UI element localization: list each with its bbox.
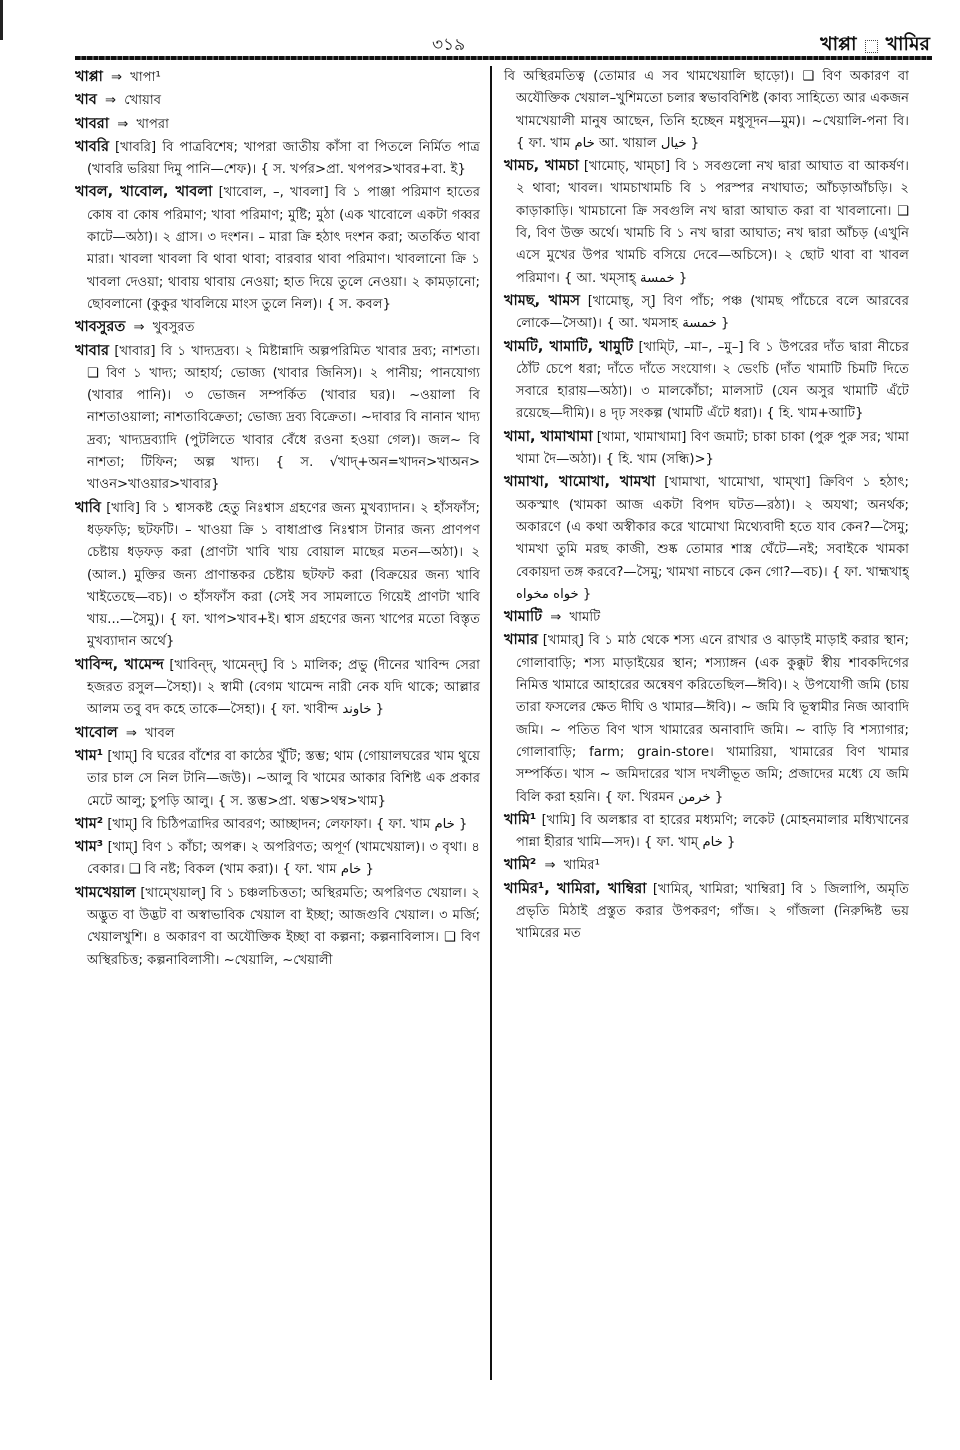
entry-definition: বি ১ সবগুলো নখ দ্বারা আঘাত বা আকর্ষণ। ২ থাবা; খাবল। খামচাখামচি বি ১ পরস্পর নখাঘাত; আঁচড়াআঁচড়ি। ২ কাড়াকাড়ি। খামচানো ক্রি সবগুলি নখ দ্বারা আঘাত করা বা খাবলানো। ❑ বি, বিণ উক্ত অর্থে। খামচি বি ১ নখ দ্বারা আঘাত; নখ দ্বারা আঁচড় (এখুনি এসে মুখের উপর খামচি বসিয়ে দেবে—অচিসে)। ২ ছোট থাবা বা খাবল পরিমাণ। { আ. খম্সাহ্ خمسة }: [516, 159, 909, 286]
dictionary-entry: [75, 722, 480, 745]
dictionary-entry: [504, 629, 909, 808]
entry-definition: বি পাত্রবিশেষ; খাপরা জাতীয় কাঁসা বা পিতলে নির্মিত পাত্র (খাবরি ভরিয়া দিমু পানি—শেফ)। { স. খর্পর>প্রা. খপপর>খাবর+বা. ই}: [87, 139, 480, 178]
left-column: [75, 66, 490, 1380]
entry-headword: খামাটি: [504, 609, 543, 626]
guide-word-last: খামির: [885, 33, 930, 55]
entry-cross-reference: খাপরা: [136, 116, 169, 132]
entry-pronunciation: [খামার্]: [542, 633, 584, 649]
dictionary-entry: [504, 336, 909, 426]
entry-definition: বি ১ খাদ্যদ্রব্য। ২ মিষ্টান্নাদি অল্পপরিমিত খাবার দ্রব্য; নাশতা। ❑ বিণ ১ খাদ্য; আহার্য; ভোজ্য (খাবার জিনিস)। ২ পানীয়; পানযোগ্য (খাবার পানি)। ৩ ভোজন সম্পর্কিত (খাবার ঘর)। ~ওয়ালা বি নাশতাওয়ালা; নাশতাবিক্রেতা; ভোজ্য দ্রব্য বিক্রেতা। ~দাবার বি নানান খাদ্য দ্রব্য; খাদ্যদ্রব্যাদি (পুটলিতে খাবার বেঁধে রওনা হওয়া গেল)। জল~ বি নাশতা; টিফিন; অল্প খাদ্য। { স. √খাদ্+অন=খাদন>খাঅন> খাওন>খাওয়ার>খাবার}: [87, 343, 480, 493]
entry-definition: ক্রিবিণ ১ হঠাৎ; অকস্মাৎ (খামকা আজ একটা বিপদ ঘটত—রঠা)। ২ অযথা; অনর্থক; অকারণে (এ কথা অস্বীকার করে খামোখা মিথ্যেবাদী হতে যাব কেন?—সৈমু; খামখা তুমি মরছ কাজী, শুষ্ক তোমার শাস্ত্র ঘেঁটে—নই; সবাইকে খামকা বেকায়দা তঙ্গ করবে?—সৈমু; খামখা নাচবে কেন গো?—বচ)। { ফা. খাহ্মখাহ্ خواه مخواه }: [516, 475, 909, 602]
entry-pronunciation: [খাবরি]: [115, 139, 157, 155]
dictionary-entry: [75, 316, 480, 339]
entry-definition: বি চিঠিপত্রাদির আবরণ; আচ্ছাদন; লেফাফা। { ফা. খাম خام }: [141, 816, 468, 832]
entry-pronunciation: [খাবোল, –, খাবলা]: [218, 185, 329, 201]
entry-headword: খামির¹, খামিরা, খাম্বিরা: [504, 880, 647, 897]
entry-pronunciation: [খামোচ্, খাম্চা]: [583, 159, 671, 175]
entry-cross-reference: খোয়াব: [124, 93, 162, 109]
entry-cross-reference: খাপা¹: [130, 70, 161, 85]
arrow-right-icon: ⇒: [110, 70, 123, 85]
dictionary-entry: [75, 136, 480, 182]
entry-headword: খাবল, খাবোল, খাবলা: [75, 184, 213, 201]
arrow-right-icon: ⇒: [133, 320, 145, 336]
guide-word-first: খাপ্পা: [820, 33, 857, 55]
entry-pronunciation: [খাবিন্দ্, খামেন্দ্]: [169, 657, 268, 673]
dictionary-entry: [75, 836, 480, 882]
arrow-right-icon: ⇒: [117, 116, 129, 132]
page-number: ৩১৯: [432, 35, 466, 55]
entry-pronunciation: [খামা, খামাখামা]: [596, 429, 687, 445]
arrow-right-icon: ⇒: [105, 93, 117, 109]
dictionary-entry: [75, 497, 480, 654]
entry-headword: খাপ্পা: [75, 69, 103, 85]
entry-headword: খাম²: [75, 815, 104, 832]
entry-headword: খাবি: [75, 499, 101, 516]
entry-definition: বি ১ শ্বাসকষ্ট হেতু নিঃশ্বাস গ্রহণের জন্য মুখব্যাদান। ২ হাঁসফাঁস; ধড়ফড়ি; ছটফটি। – খাওয়া ক্রি ১ বাধাপ্রাপ্ত নিঃশ্বাস টানার জন্য প্রাণপণ চেষ্টায় ধড়ফড় করা (প্রাণটা খাবি খায় বোয়াল মাছের মতন—অঠা)। ২ (আল.) মুক্তির জন্য প্রাণান্তকর চেষ্টায় ছটফট করা (বিক্রয়ের জন্য খাবি খাইতেছে—বচ)। ৩ হাঁসফাঁস করা (সেই সব সামলাতে গিয়েই প্রাণটা খাবি খায়...—সৈমু)। { ফা. খাপ>খাব+ই। শ্বাস গ্রহণের জন্য খাপের মতো বিস্তৃত মুখব্যাদান অর্থে}: [87, 500, 480, 650]
entry-definition: বিণ পাঁচ; পঞ্চ (খামছ পাঁচেরে বলে আরবের লোকে—সৈআ)। { আ. খমসাহ خمسة }: [516, 293, 909, 332]
entry-headword: খাবরি: [75, 138, 109, 155]
entry-headword: খামখেয়াল: [75, 884, 136, 901]
entry-pronunciation: [খাম্খেয়াল্]: [140, 885, 206, 901]
entry-pronunciation: [খামির্, খামিরা; খাম্বিরা]: [652, 881, 786, 897]
dictionary-entry: [75, 745, 480, 813]
scan-edge-mark: [0, 0, 3, 40]
entry-headword: খামটি, খামাটি, খামুটি: [504, 338, 634, 355]
arrow-right-icon: ⇒: [550, 610, 562, 626]
entry-definition: বি ১ মাঠ থেকে শস্য এনে রাখার ও ঝাড়াই মাড়াই করার স্থান; গোলাবাড়ি; শস্য মাড়াইয়ের স্থান; শস্যাঙ্গন (এক কুক্কুট স্বীয় শাবকদিগের নিমিত্ত খামারে আহারের অন্বেষণ করিতেছিল—ঈবি)। ২ উপযোগী জমি (চায় তারা ফসলের ক্ষেত দীঘি ও খামার—ঈবি)। ~ জমি বি ভূস্বামীর নিজ আবাদি জমি। ~ পতিত বিণ খাস খামারের অনাবাদি জমি। ~ বাড়ি বি শস্যাগার; গোলাবাড়ি; farm; grain-store। খামারিয়া, খামারের বিণ খামার সম্পর্কিত। খাস ~ জমিদারের খাস দখলীভূত জমি; প্রজাদের মধ্যে যে জমি বিলি করা হয়নি। { ফা. খিরমন خرمن }: [516, 633, 909, 805]
dictionary-entry: [504, 854, 909, 877]
entry-definition: বি অস্থিরমতিত্ব (তোমার এ সব খামখেয়ালি ছাড়ো)। ❑ বিণ অকারণ বা অযৌক্তিক খেয়াল–খুশিমতো চলার স্বভাববিশিষ্ট (কাব্য সাহিত্যে আর একজন খামখেয়ালী মানুষ আছেন, তিনি হচ্ছেন মধুসূদন—মুম)। ~খেয়ালি-পনা বি। { ফা. খাম خام আ. খায়াল خیال }: [504, 69, 909, 151]
entry-headword: খাম³: [75, 839, 104, 856]
entry-pronunciation: [খামোছ্, স্]: [587, 293, 656, 309]
dictionary-entry: [504, 809, 909, 855]
dictionary-entry: [504, 66, 909, 155]
entry-cross-reference: খামির¹: [563, 858, 600, 874]
dictionary-entry: [75, 654, 480, 722]
entry-headword: খাবিন্দ, খামেন্দ: [75, 656, 164, 673]
dictionary-entry: [75, 340, 480, 497]
entry-cross-reference: খাবল: [145, 725, 175, 741]
entry-cross-reference: খুবসুরত: [152, 320, 195, 336]
entry-headword: খামি¹: [504, 811, 537, 828]
dictionary-entry: [75, 89, 480, 112]
entry-definition: বি ১ উপরের দাঁত দ্বারা নীচের ঠোঁট চেপে ধরা; দাঁতে দাঁতে সংযোগ। ২ ভেংচি (দাঁত খামাটি চিমটি দিতে সবারে হারায়—অঠা)। ৩ মালকোঁচা; মালসাট (যেন অসুর খামাটি এঁটে রয়েছে—দীমি)। ৪ দৃঢ় সংকল্প (খামটি এঁটে ধরা)। { হি. খাম+আটি}: [516, 339, 909, 422]
entry-pronunciation: [খাম্]: [107, 748, 138, 764]
dictionary-entry: [504, 606, 909, 629]
entry-definition: বিণ ১ কাঁচা; অপক্ব। ২ অপরিণত; অপূর্ণ (খামখেয়াল)। ৩ বৃথা। ৪ বেকার। ❑ বি নষ্ট; বিকল (খাম করা)। { ফা. খাম خام }: [87, 840, 480, 878]
entry-definition: বি অলঙ্কার বা হারের মধ্যমণি; লকেট (মোহনমালার মধ্যিখানের পান্না হীরার খামি—সদ)। { ফা. খাম্ خام }: [516, 812, 909, 851]
entry-headword: খামাখা, খামোখা, খামখা: [504, 474, 656, 491]
dictionary-entry: [504, 426, 909, 472]
dictionary-columns: [75, 66, 932, 1380]
dictionary-entry: [75, 66, 480, 89]
dictionary-entry: [75, 813, 480, 836]
entry-headword: খাবরা: [75, 115, 109, 132]
entry-pronunciation: [খামি]: [541, 812, 576, 828]
entry-headword: খামার: [504, 632, 538, 649]
entry-headword: খাবোল: [75, 724, 118, 741]
entry-headword: খাম¹: [75, 747, 104, 764]
entry-definition: বি ১ মালিক; প্রভু (দীনের খাবিন্দ সেরা হজরত রসুল—সৈহা)। ২ স্বামী (বেগম খামেন্দ নারী নেক যদি থাকে; আল্লার আলম তবু বদ কহে তাকে—সৈহা)। { ফা. খাবীন্দ خاوند }: [87, 657, 481, 718]
entry-pronunciation: [খাবি]: [106, 500, 141, 516]
entry-cross-reference: খামটি: [569, 610, 601, 626]
page-header: [70, 30, 930, 56]
dotted-square-icon: [865, 40, 878, 53]
dictionary-entry: [504, 155, 909, 290]
header-rule: [75, 56, 932, 60]
dictionary-entry: [504, 290, 909, 336]
entry-pronunciation: [খাবার]: [114, 343, 156, 359]
entry-definition: বি ঘরের বাঁশের বা কাঠের খুঁটি; স্তম্ভ; থাম (গোয়ালঘরের খাম থুয়ে তার চাল সে নিল টানি—জউ)। ~আলু বি খামের আকার বিশিষ্ট এক প্রকার মেটে আলু; চুপড়ি আলু। { স. স্তম্ভ>প্রা. থম্ভ>থম্ব>খাম}: [87, 748, 481, 809]
entry-headword: খামছ, খামস: [504, 292, 580, 309]
entry-headword: খাবসুরত: [75, 319, 126, 336]
entry-headword: খাবার: [75, 342, 109, 359]
dictionary-entry: [75, 181, 480, 316]
dictionary-entry: [504, 471, 909, 606]
dictionary-entry: [75, 882, 480, 972]
entry-definition: বি ১ পাঞ্জা পরিমাণ হাতের কোষ বা কোষ পরিমাণ; খাবা পরিমাণ; মুষ্টি; মুঠা (এক খাবোলে একটা গব্বর কাটে—অঠা)। ২ গ্রাস। ৩ দংশন। – মারা ক্রি হঠাৎ দংশন করা; অতর্কিত থাবা মারা। খাবলা খাবলা বি থাবা থাবা; বারবার থাবা পরিমাণ। খাবলানো ক্রি ১ খাবলা দেওয়া; থাবায় থাবায় নেওয়া; হাত দিয়ে তুলে নেওয়া। ২ কামড়ানো; ছোবলানো (কুকুর খাবলিয়ে মাংস তুলে নিল)। { স. কবল}: [87, 185, 481, 312]
entry-headword: খামি²: [504, 857, 537, 874]
entry-pronunciation: [খাম্]: [107, 816, 138, 832]
entry-pronunciation: [খাম্]: [107, 840, 138, 856]
entry-headword: খাব: [75, 92, 97, 109]
entry-headword: খামচ, খামচা: [504, 158, 579, 175]
entry-definition: বিণ জমাট; চাকা চাকা (পুরু পুরু সর; খামা খামা দৈ—অঠা)। { হি. খাম (সন্ধি)>}: [516, 429, 909, 468]
arrow-right-icon: ⇒: [125, 725, 137, 741]
dictionary-entry: [504, 878, 909, 946]
entry-pronunciation: [খামাখা, খামোখা, খাম্খা]: [664, 475, 811, 491]
entry-pronunciation: [খাম্টি, –মা–, –মু–]: [638, 339, 744, 355]
dictionary-entry: [75, 113, 480, 136]
entry-definition: বি ১ চঞ্চলচিত্ততা; অস্থিরমতি; অপরিণত খেয়াল। ২ অদ্ভুত বা উদ্ভট বা অস্বাভাবিক খেয়াল বা ইচ্ছা; আজগুবি খেয়াল। ৩ মর্জি; খেয়ালখুশি। ৪ অকারণ বা অযৌক্তিক ইচ্ছা বা কল্পনা; কল্পনাবিলাস। ❑ বিণ অস্থিরচিত্ত; কল্পনাবিলাসী। ~খেয়ালি, ~খেয়ালী: [87, 885, 480, 968]
entry-headword: খামা, খামাখামা: [504, 428, 593, 445]
arrow-right-icon: ⇒: [544, 858, 556, 874]
entry-definition: বি ১ জিলাপি, অমৃতি প্রভৃতি মিঠাই প্রস্তুত করার উপকরণ; গাঁজ। ২ গাঁজলা (নিরুদ্দিষ্ট ভয় খামিরের মত: [516, 881, 909, 942]
right-column: [492, 66, 909, 1380]
